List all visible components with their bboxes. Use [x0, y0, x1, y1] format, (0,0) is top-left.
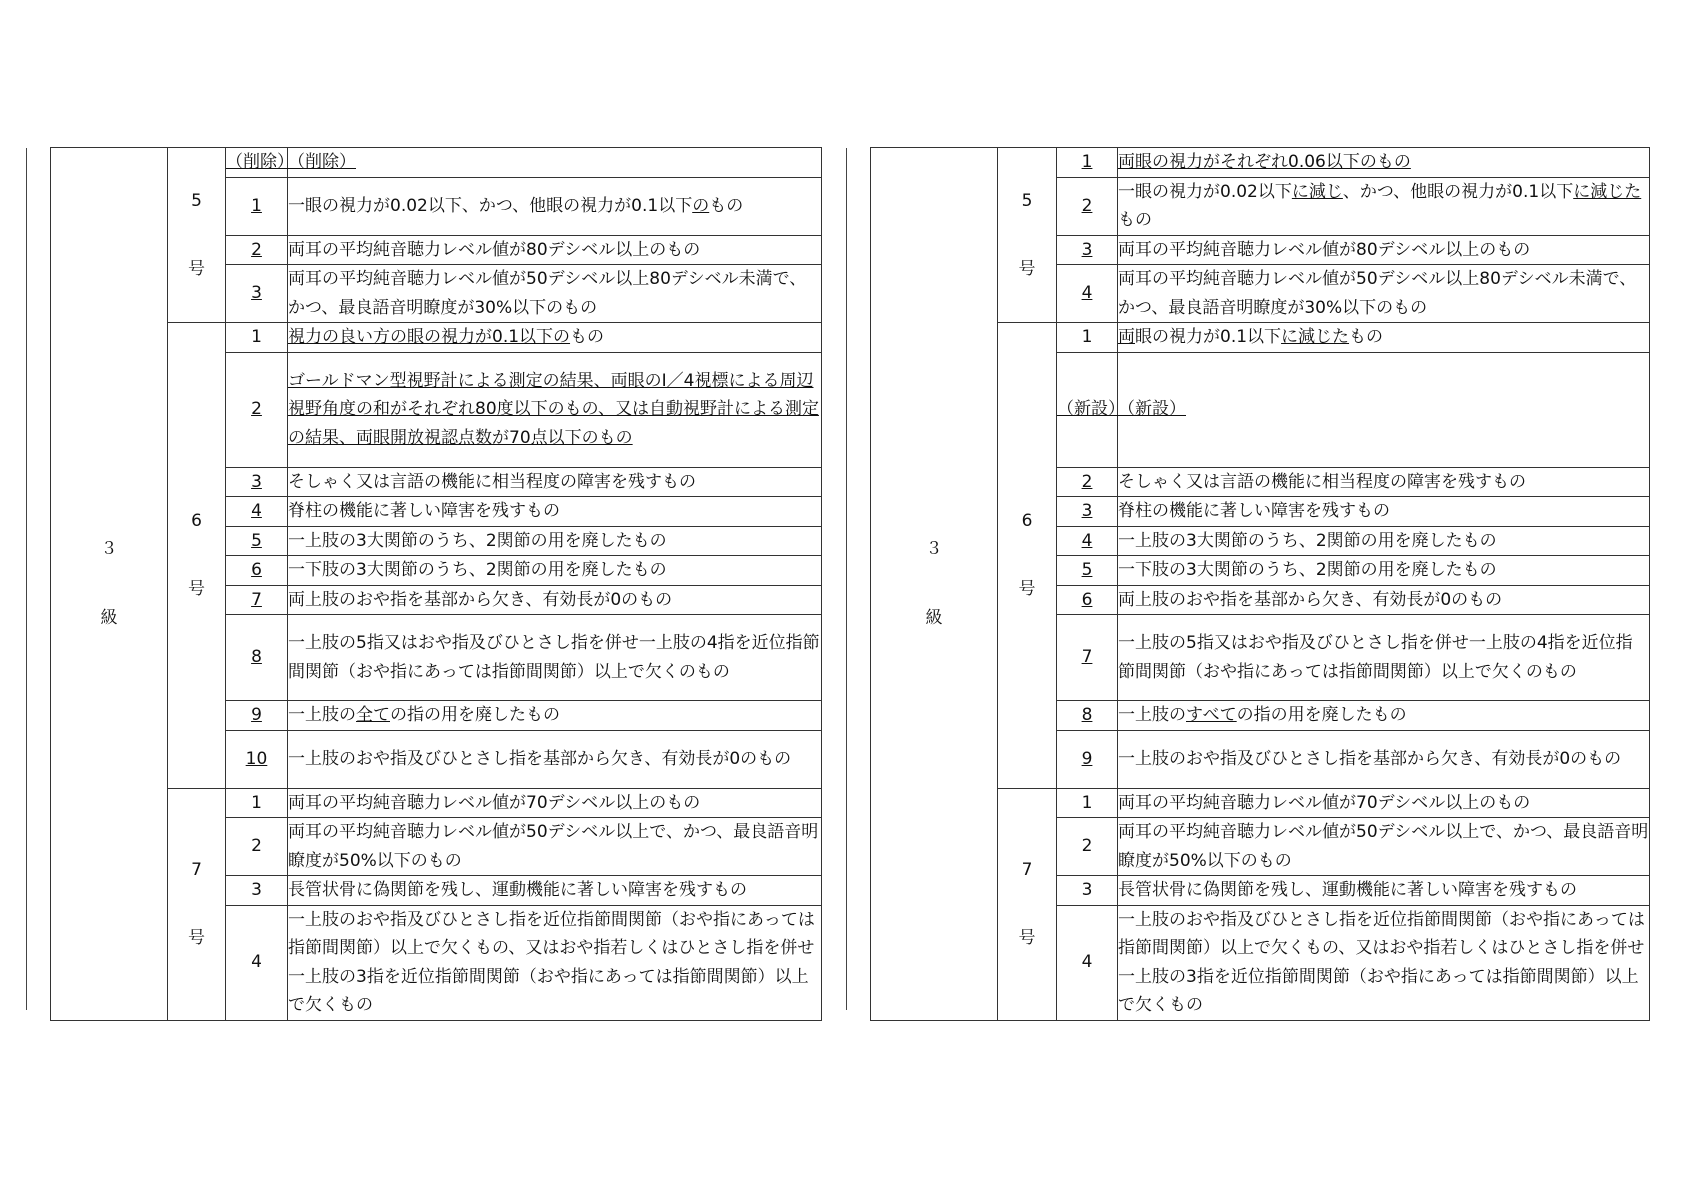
description-text: に減じた [1281, 327, 1350, 347]
description-cell [288, 701, 822, 731]
sub-number: 2 [1081, 471, 1093, 492]
sub-number-cell [1057, 876, 1118, 906]
description-text: 両耳の平均純音聴力レベル値が80デシベル以上のもの [1118, 239, 1531, 260]
sub-number: 2 [251, 836, 262, 857]
sub-number-cell [1057, 148, 1118, 178]
description-cell [1118, 177, 1650, 235]
left-margin-line [26, 148, 27, 1010]
description-text: 一眼の視力が0.02以下、かつ、他眼の視力が0.1以下 [288, 195, 693, 216]
sub-number: 4 [1081, 952, 1093, 973]
description-cell [288, 235, 822, 265]
sub-number: 2 [1081, 195, 1093, 216]
description-text: 両耳の平均純音聴力レベル値が80デシベル以上のもの [288, 239, 701, 260]
description-cell [288, 615, 822, 701]
sub-number-cell [1057, 585, 1118, 615]
description-cell [1118, 352, 1650, 467]
description-text: 両耳の平均純音聴力レベル値が50デシベル以上で、かつ、最良語音明瞭度が50%以下のもの [288, 822, 819, 871]
item-number-char: 5 [1021, 190, 1033, 211]
description-cell [288, 876, 822, 906]
description-cell [288, 730, 822, 788]
sub-number-cell [1057, 701, 1118, 731]
grade-stack [871, 535, 997, 632]
description-cell [1118, 701, 1650, 731]
sub-number-cell [226, 352, 288, 467]
description-text: そしゃく又は言語の機能に相当程度の障害を残すもの [1118, 471, 1526, 492]
sub-number-cell [226, 615, 288, 701]
item-number-char: 号 [188, 579, 205, 600]
description-cell [1118, 788, 1650, 818]
sub-number-cell [226, 467, 288, 497]
description-cell [288, 905, 822, 1020]
description-text: （新設） [1118, 399, 1186, 420]
sub-number: 3 [251, 471, 262, 492]
sub-number-cell [226, 148, 294, 178]
sub-number-cell [226, 497, 288, 527]
description-text: 両眼の視力がそれぞれ0.06以下のもの [1118, 152, 1411, 172]
description-cell [288, 556, 822, 586]
description-cell [1118, 497, 1650, 527]
description-text: 両耳の平均純音聴力レベル値が50デシベル以上80デシベル未満で、かつ、最良語音明瞭度が30%以下のもの [288, 269, 807, 318]
item-number-stack [168, 187, 225, 284]
item-number-cell [168, 148, 226, 323]
description-cell [288, 585, 822, 615]
item-number-char: 6 [1021, 510, 1033, 531]
sub-number-cell [1057, 615, 1118, 701]
description-cell [288, 352, 822, 467]
sub-number: 7 [251, 589, 262, 610]
sub-number-cell [226, 701, 288, 731]
description-text: 眼の視力が0.1以下 [1135, 327, 1282, 347]
description-text: に減じた [1573, 181, 1642, 202]
description-text: 一上肢の [1118, 705, 1186, 725]
description-text: 脊柱の機能に著しい障害を残すもの [1118, 501, 1390, 521]
item-number-char: 5 [191, 190, 202, 211]
description-text: ゴールドマン型視野計による測定の結果、両眼のI／4視標による周辺視野角度の和がそれぞれ80度以下のもの、又は自動視野計による測定の結果、両眼開放視認点数が70点以下のもの [288, 370, 819, 448]
description-text: の指の用を廃したもの [1236, 705, 1407, 725]
description-cell [288, 148, 822, 178]
sub-number: 9 [251, 705, 262, 725]
sub-number: 6 [1081, 589, 1093, 610]
item-number-stack [998, 507, 1056, 604]
description-cell [1118, 615, 1650, 701]
description-text: 長管状骨に偽関節を残し、運動機能に著しい障害を残すもの [288, 880, 747, 900]
description-cell [288, 497, 822, 527]
sub-number-cell [1057, 265, 1118, 323]
description-cell [1118, 876, 1650, 906]
sub-number-cell [226, 818, 288, 876]
description-text: 一上肢のおや指及びひとさし指を近位指節間関節（おや指にあっては指節間関節）以上で欠くもの、又はおや指若しくはひとさし指を併せ一上肢の3指を近位指節間関節（おや指にあっては指節間関節）以上で欠くもの [1118, 909, 1645, 1015]
sub-number: 2 [251, 239, 262, 260]
sub-number: 5 [1081, 560, 1093, 580]
description-text: 一上肢のおや指及びひとさし指を基部から欠き、有効長が0のもの [288, 748, 792, 769]
description-cell [288, 323, 822, 353]
sub-number-cell [1057, 323, 1118, 353]
description-text: 一上肢の3大関節のうち、2関節の用を廃したもの [1118, 530, 1497, 551]
sub-number-cell [226, 905, 288, 1020]
sub-number: 2 [251, 399, 262, 420]
sub-number: 8 [1081, 705, 1093, 725]
item-number-char: 号 [1018, 259, 1036, 279]
item-number-stack [998, 856, 1056, 953]
description-cell [288, 467, 822, 497]
description-text: 一上肢の5指又はおや指及びひとさし指を併せ一上肢の4指を近位指節間関節（おや指にあっては指節間関節）以上で欠くのもの [288, 633, 820, 682]
description-cell [1118, 526, 1650, 556]
sub-number-cell [1057, 730, 1118, 788]
sub-number: 4 [1081, 283, 1093, 304]
description-cell [1118, 265, 1650, 323]
sub-number: 4 [251, 952, 262, 973]
sub-number: 4 [1081, 530, 1093, 551]
sub-number-cell [1057, 177, 1118, 235]
sub-number-cell [1057, 352, 1125, 467]
right-table [870, 147, 1650, 1021]
description-cell [1118, 905, 1650, 1020]
item-number-stack [168, 856, 225, 953]
sub-number-cell [1057, 467, 1118, 497]
description-cell [1118, 323, 1650, 353]
grade-char: ３ [925, 539, 943, 560]
description-text: 長管状骨に偽関節を残し、運動機能に著しい障害を残すもの [1118, 880, 1577, 900]
sub-number: 1 [1081, 792, 1093, 813]
description-text: 一上肢の [288, 705, 356, 725]
item-number-cell [998, 148, 1057, 323]
sub-number-cell [1057, 497, 1118, 527]
item-number-char: 7 [191, 859, 202, 880]
description-text: 、かつ、他眼の視力が0.1以下 [1342, 181, 1574, 202]
sub-number: 3 [251, 283, 262, 304]
sub-number: 2 [1081, 836, 1093, 857]
description-text: 両耳の平均純音聴力レベル値が50デシベル以上80デシベル未満で、かつ、最良語音明瞭度が30%以下のもの [1118, 269, 1637, 318]
grade-cell [51, 148, 168, 1021]
sub-number-cell [1057, 235, 1118, 265]
description-text: 一上肢のおや指及びひとさし指を近位指節間関節（おや指にあっては指節間関節）以上で欠くもの、又はおや指若しくはひとさし指を併せ一上肢の3指を近位指節間関節（おや指にあっては指節間関節）以上で欠くもの [288, 909, 815, 1015]
description-cell [1118, 585, 1650, 615]
sub-number-cell [226, 556, 288, 586]
sub-number-cell [226, 177, 288, 235]
description-text: 両 [1118, 327, 1135, 347]
sub-number: 1 [251, 792, 262, 813]
table-row [871, 148, 1650, 178]
sub-number-cell [1057, 905, 1118, 1020]
description-text: 全て [356, 705, 390, 725]
sub-number: 10 [245, 748, 268, 769]
description-text: 両上肢のおや指を基部から欠き、有効長が0のもの [1118, 589, 1503, 610]
item-number-stack [168, 507, 225, 604]
description-text: すべて [1186, 705, 1237, 725]
sub-number: 8 [251, 647, 262, 668]
sub-number-cell [226, 235, 288, 265]
sub-number: 3 [251, 880, 262, 900]
item-number-char: 6 [191, 510, 202, 531]
item-number-char: 7 [1021, 859, 1033, 880]
description-text: 両耳の平均純音聴力レベル値が50デシベル以上で、かつ、最良語音明瞭度が50%以下のもの [1118, 822, 1649, 871]
sub-number: 3 [1081, 239, 1093, 260]
item-number-cell [998, 323, 1057, 789]
description-text: そしゃく又は言語の機能に相当程度の障害を残すもの [288, 471, 696, 492]
description-text: の [692, 195, 710, 216]
sub-number-cell [226, 265, 288, 323]
sub-number-cell [1057, 556, 1118, 586]
description-text: 両上肢のおや指を基部から欠き、有効長が0のもの [288, 589, 673, 610]
description-text: 一上肢の3大関節のうち、2関節の用を廃したもの [288, 530, 667, 551]
description-text: もの [1349, 327, 1384, 347]
description-text: 一上肢のおや指及びひとさし指を基部から欠き、有効長が0のもの [1118, 748, 1622, 769]
sub-number-cell [226, 526, 288, 556]
item-number-cell [998, 788, 1057, 1020]
sub-number: 7 [1081, 647, 1093, 668]
item-number-stack [998, 187, 1056, 284]
description-cell [288, 265, 822, 323]
sub-number: 6 [251, 560, 262, 580]
sub-number: 1 [251, 327, 262, 347]
description-text: 脊柱の機能に著しい障害を残すもの [288, 501, 560, 521]
item-number-char: 号 [188, 928, 205, 948]
item-number-cell [168, 323, 226, 789]
description-text: 視力の良い方の眼の視力が0.1以下の [288, 327, 571, 347]
sub-number-cell [226, 585, 288, 615]
description-cell [1118, 235, 1650, 265]
description-cell [1118, 467, 1650, 497]
item-number-char: 号 [1018, 928, 1036, 948]
description-text: （削除） [288, 152, 356, 172]
sub-number-cell [1057, 788, 1118, 818]
description-text: もの [570, 327, 605, 347]
sub-number: 1 [1081, 327, 1093, 347]
sub-number: 9 [1081, 748, 1093, 769]
center-divider-line [846, 148, 847, 1010]
sub-number-cell [1057, 526, 1118, 556]
description-cell [288, 526, 822, 556]
description-cell [1118, 556, 1650, 586]
table-row [51, 148, 822, 178]
sub-number-cell [226, 788, 288, 818]
grade-char: 級 [925, 607, 943, 628]
grade-char: ３ [100, 539, 118, 560]
description-cell [288, 788, 822, 818]
sub-number: 1 [251, 195, 262, 216]
description-cell [288, 818, 822, 876]
item-number-char: 号 [188, 259, 205, 279]
description-text: 両耳の平均純音聴力レベル値が70デシベル以上のもの [288, 792, 701, 813]
left-table [50, 147, 822, 1021]
sub-number: （削除） [226, 152, 294, 172]
description-text: に減じ [1291, 181, 1343, 202]
sub-number: 3 [1081, 880, 1093, 900]
description-text: 一下肢の3大関節のうち、2関節の用を廃したもの [288, 560, 667, 580]
item-number-char: 号 [1018, 579, 1036, 600]
description-text: 一下肢の3大関節のうち、2関節の用を廃したもの [1118, 560, 1497, 580]
description-text: 一眼の視力が0.02以下 [1118, 181, 1292, 202]
sub-number: 1 [1081, 152, 1093, 172]
grade-cell [871, 148, 998, 1021]
item-number-cell [168, 788, 226, 1020]
description-text: 一上肢の5指又はおや指及びひとさし指を併せ一上肢の4指を近位指節間関節（おや指にあっては指節間関節）以上で欠くのもの [1118, 633, 1633, 682]
description-text: 両耳の平均純音聴力レベル値が70デシベル以上のもの [1118, 792, 1531, 813]
sub-number-cell [1057, 818, 1118, 876]
sub-number-cell [226, 730, 288, 788]
description-cell [1118, 818, 1650, 876]
sub-number: 3 [1081, 501, 1093, 521]
sub-number-cell [226, 876, 288, 906]
sub-number-cell [226, 323, 288, 353]
sub-number: 4 [251, 501, 262, 521]
grade-char: 級 [100, 607, 118, 628]
description-cell [288, 177, 822, 235]
description-cell [1118, 148, 1650, 178]
sub-number: （新設） [1057, 399, 1125, 420]
description-cell [1118, 730, 1650, 788]
description-text: もの [1118, 210, 1152, 230]
description-text: もの [709, 195, 744, 216]
sub-number: 5 [251, 530, 262, 551]
description-text: の指の用を廃したもの [390, 705, 560, 725]
grade-stack [51, 535, 167, 632]
